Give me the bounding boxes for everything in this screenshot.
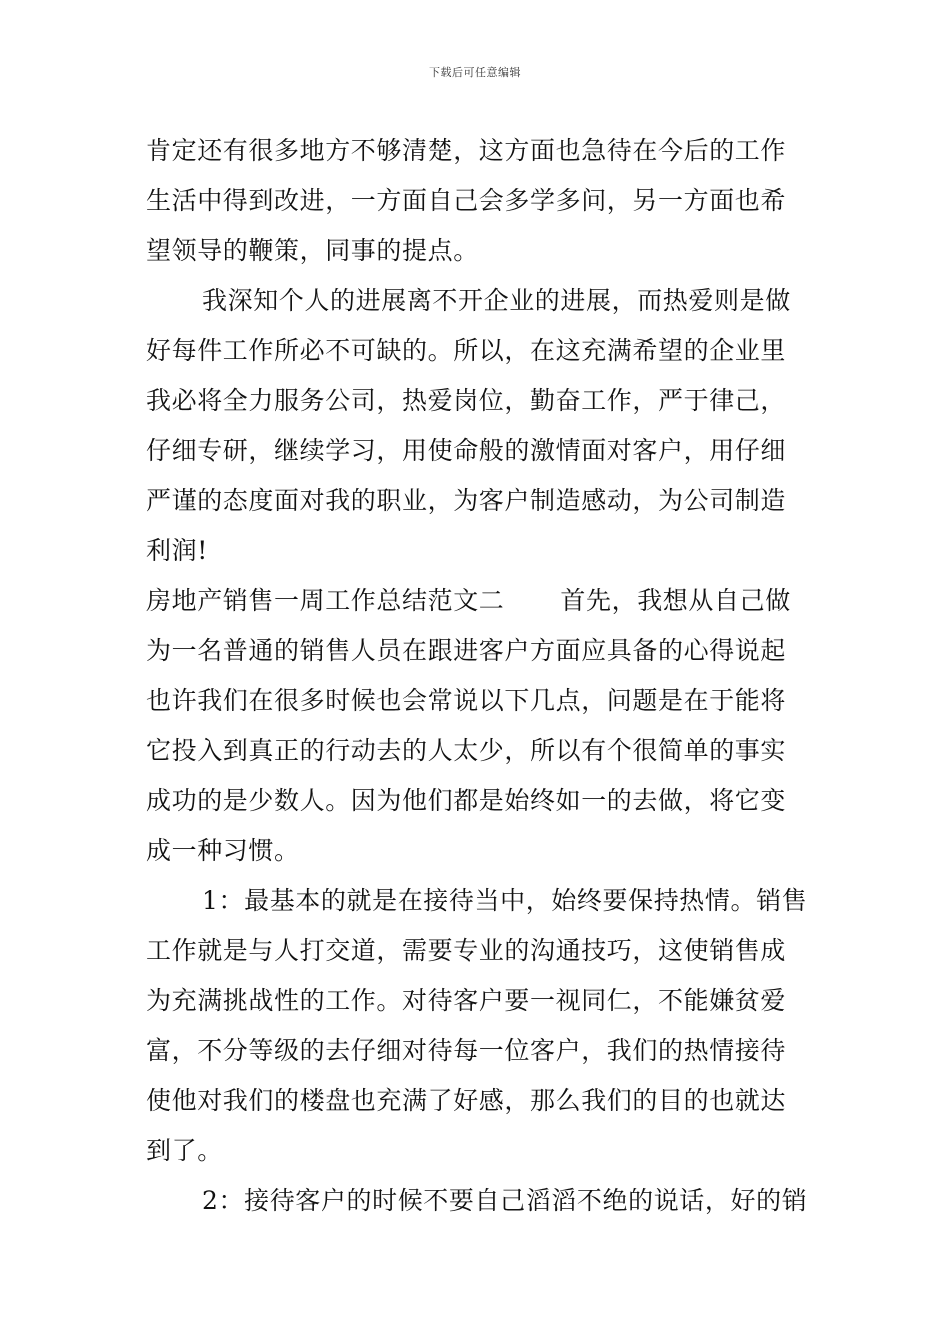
text-line: 肯定还有很多地方不够清楚，这方面也急待在今后的工作 bbox=[146, 136, 787, 165]
text-line: 使他对我们的楼盘也充满了好感，那么我们的目的也就达 bbox=[146, 1086, 787, 1115]
section-title: 房地产销售一周工作总结范文二 bbox=[146, 586, 505, 615]
text-line: 我必将全力服务公司，热爱岗位，勤奋工作，严于律己， bbox=[146, 386, 787, 415]
text-line: 我深知个人的进展离不开企业的进展，而热爱则是做 bbox=[202, 286, 791, 315]
text-line: 到了。 bbox=[146, 1136, 223, 1165]
document-body bbox=[146, 126, 808, 1226]
text-line: 富，不分等级的去仔细对待每一位客户，我们的热情接待 bbox=[146, 1036, 787, 1065]
text-line: 成功的是少数人。因为他们都是始终如一的去做，将它变 bbox=[146, 786, 787, 815]
text-line: 利润! bbox=[146, 536, 208, 565]
paragraph bbox=[146, 276, 808, 576]
text-line: 为一名普通的销售人员在跟进客户方面应具备的心得说起 bbox=[146, 636, 787, 665]
text-line: 望领导的鞭策，同事的提点。 bbox=[146, 236, 479, 265]
text-line: 2：接待客户的时候不要自己滔滔不绝的说话，好的销 bbox=[202, 1186, 808, 1215]
page-header-note: 下载后可任意编辑 bbox=[429, 66, 521, 79]
paragraph bbox=[146, 1176, 808, 1226]
text-line: 成一种习惯。 bbox=[146, 836, 300, 865]
text-line: 严谨的态度面对我的职业，为客户制造感动，为公司制造 bbox=[146, 486, 787, 515]
text-line: 仔细专研，继续学习，用使命般的激情面对客户，用仔细 bbox=[146, 436, 787, 465]
text-line: 工作就是与人打交道，需要专业的沟通技巧，这使销售成 bbox=[146, 936, 787, 965]
paragraph bbox=[146, 876, 808, 1176]
text-line: 生活中得到改进，一方面自己会多学多问，另一方面也希 bbox=[146, 186, 787, 215]
section-title-line bbox=[146, 576, 808, 626]
text-line: 为充满挑战性的工作。对待客户要一视同仁，不能嫌贫爱 bbox=[146, 986, 787, 1015]
text-line: 好每件工作所必不可缺的。所以，在这充满希望的企业里 bbox=[146, 336, 787, 365]
paragraph bbox=[146, 126, 808, 276]
paragraph bbox=[146, 576, 808, 876]
text-line: 它投入到真正的行动去的人太少，所以有个很简单的事实 bbox=[146, 736, 787, 765]
text-line: 也许我们在很多时候也会常说以下几点，问题是在于能将 bbox=[146, 686, 787, 715]
section-intro: 首先，我想从自己做 bbox=[560, 586, 791, 615]
text-line: 1：最基本的就是在接待当中，始终要保持热情。销售 bbox=[202, 886, 808, 915]
